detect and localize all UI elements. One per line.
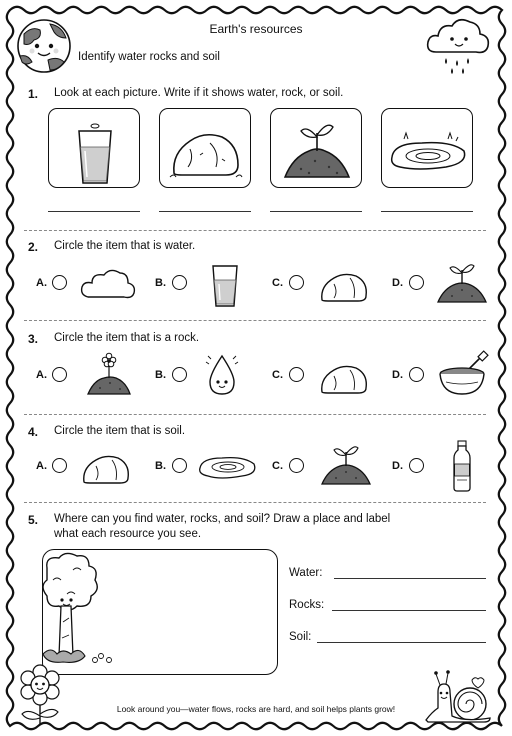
question-5-text-line-1: Where can you find water, rocks, and soil? Draw a place and label bbox=[54, 513, 391, 525]
q4-option-a-circle[interactable] bbox=[52, 458, 67, 473]
smiling-flower-icon bbox=[14, 664, 70, 726]
section-divider bbox=[24, 320, 486, 321]
q3-option-a-letter: A. bbox=[36, 369, 47, 381]
question-3-text: Circle the item that is a rock. bbox=[54, 332, 200, 344]
section-divider bbox=[24, 502, 486, 503]
bowl-of-soil-icon bbox=[436, 352, 490, 398]
q2-option-a-letter: A. bbox=[36, 277, 47, 289]
footer-message: Look around you—water flows, rocks are hard, and soil helps plants grow! bbox=[116, 704, 396, 714]
q4-option-b-letter: B. bbox=[155, 460, 166, 472]
q3-option-c-letter: C. bbox=[272, 369, 283, 381]
cloud-icon bbox=[80, 265, 136, 303]
q4-option-d-circle[interactable] bbox=[409, 458, 424, 473]
section-divider bbox=[24, 230, 486, 231]
q1-picture-2 bbox=[159, 108, 251, 188]
soil-label: Soil: bbox=[289, 631, 312, 643]
q1-answer-line-3[interactable] bbox=[270, 211, 362, 212]
soil-with-sprout-icon bbox=[434, 258, 490, 304]
puddle-icon bbox=[382, 109, 474, 189]
smiling-snail-icon bbox=[424, 668, 496, 724]
water-drop-icon bbox=[206, 352, 238, 396]
question-4-text: Circle the item that is soil. bbox=[54, 425, 186, 437]
soil-with-sprout-icon bbox=[318, 440, 374, 486]
question-4-number: 4. bbox=[28, 425, 39, 439]
worksheet-title: Earth's resources bbox=[209, 22, 303, 36]
water-answer-line[interactable] bbox=[334, 578, 486, 579]
rock-icon bbox=[160, 109, 252, 189]
worksheet-subtitle: Identify water rocks and soil bbox=[78, 51, 220, 63]
rock-icon bbox=[80, 450, 132, 486]
q2-option-b-circle[interactable] bbox=[172, 275, 187, 290]
q4-option-c-letter: C. bbox=[272, 460, 283, 472]
question-1-number: 1. bbox=[28, 87, 39, 101]
q1-picture-3 bbox=[270, 108, 362, 188]
water-bottle-icon bbox=[452, 440, 472, 492]
glass-of-water-icon bbox=[49, 109, 141, 189]
q4-option-d-letter: D. bbox=[392, 460, 403, 472]
question-2-text: Circle the item that is water. bbox=[54, 240, 196, 252]
q4-option-c-circle[interactable] bbox=[289, 458, 304, 473]
puddle-icon bbox=[196, 452, 260, 482]
q2-option-d-circle[interactable] bbox=[409, 275, 424, 290]
water-label: Water: bbox=[289, 567, 323, 579]
question-2-number: 2. bbox=[28, 240, 39, 254]
q3-option-d-letter: D. bbox=[392, 369, 403, 381]
q1-answer-line-4[interactable] bbox=[381, 211, 473, 212]
rock-icon bbox=[318, 360, 370, 396]
question-5-text-line-2: what each resource you see. bbox=[54, 528, 202, 540]
soil-answer-line[interactable] bbox=[317, 642, 486, 643]
q3-option-d-circle[interactable] bbox=[409, 367, 424, 382]
q1-answer-line-2[interactable] bbox=[159, 211, 251, 212]
section-divider bbox=[24, 414, 486, 415]
q2-option-d-letter: D. bbox=[392, 277, 403, 289]
q3-option-b-letter: B. bbox=[155, 369, 166, 381]
soil-with-sprout-icon bbox=[271, 109, 363, 189]
q1-picture-4 bbox=[381, 108, 473, 188]
q2-option-c-letter: C. bbox=[272, 277, 283, 289]
q2-option-b-letter: B. bbox=[155, 277, 166, 289]
glass-of-water-icon bbox=[208, 262, 242, 308]
q4-option-a-letter: A. bbox=[36, 460, 47, 472]
q4-option-b-circle[interactable] bbox=[172, 458, 187, 473]
question-1-text: Look at each picture. Write if it shows water, rock, or soil. bbox=[54, 87, 344, 99]
question-3-number: 3. bbox=[28, 332, 39, 346]
rocks-label: Rocks: bbox=[289, 599, 325, 611]
q3-option-c-circle[interactable] bbox=[289, 367, 304, 382]
q1-answer-line-1[interactable] bbox=[48, 211, 140, 212]
q2-option-c-circle[interactable] bbox=[289, 275, 304, 290]
q3-option-a-circle[interactable] bbox=[52, 367, 67, 382]
tree-illustration bbox=[43, 550, 279, 676]
q1-picture-1 bbox=[48, 108, 140, 188]
q3-option-b-circle[interactable] bbox=[172, 367, 187, 382]
question-5-number: 5. bbox=[28, 513, 39, 527]
rock-icon bbox=[318, 268, 370, 304]
drawing-area[interactable] bbox=[42, 549, 278, 675]
rocks-answer-line[interactable] bbox=[332, 610, 486, 611]
soil-with-flower-icon bbox=[86, 352, 132, 396]
q2-option-a-circle[interactable] bbox=[52, 275, 67, 290]
